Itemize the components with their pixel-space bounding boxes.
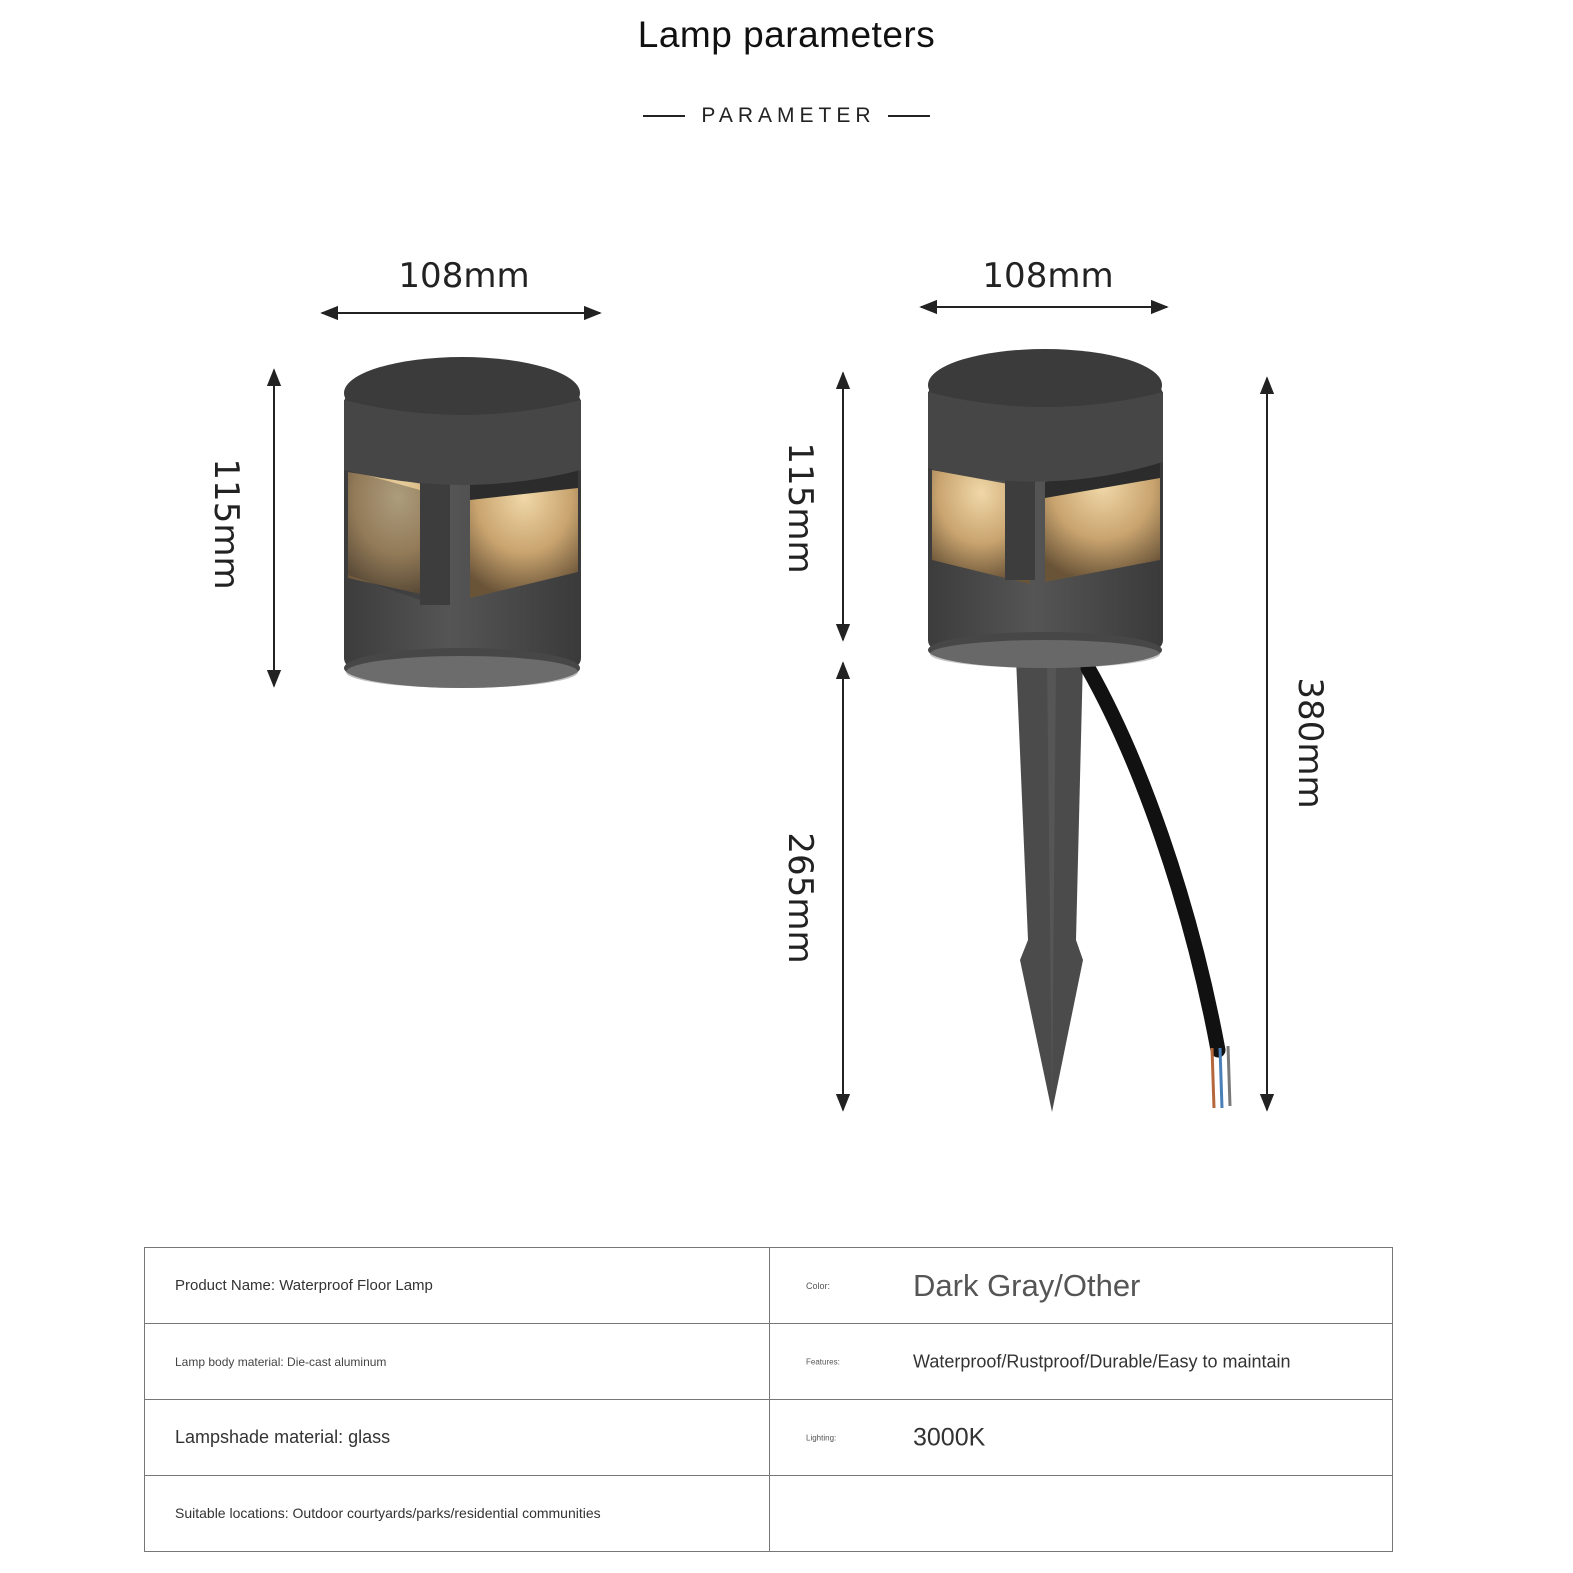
lampshade-text: Lampshade material: glass — [175, 1427, 391, 1447]
body-material-text: Lamp body material: Die-cast aluminum — [175, 1354, 387, 1369]
tall-head-height-label: 115mm — [780, 442, 820, 574]
spec-cell-body-material — [145, 1324, 770, 1400]
spec-cell-product-name — [145, 1248, 770, 1324]
short-lamp-image — [344, 357, 581, 688]
spec-row — [145, 1248, 1393, 1324]
page-title: Lamp parameters — [637, 14, 936, 55]
short-width-label: 108mm — [398, 256, 530, 296]
color-label: Color: — [806, 1280, 831, 1291]
lighting-value: 3000K — [913, 1423, 986, 1451]
spec-cell-features — [770, 1324, 1393, 1400]
spec-cell-color — [770, 1248, 1393, 1324]
spec-row — [145, 1400, 1393, 1476]
features-label: Features: — [806, 1357, 840, 1366]
tall-total-height-label: 380mm — [1290, 677, 1330, 809]
spec-cell-empty — [770, 1476, 1393, 1552]
subtitle: PARAMETER — [701, 104, 876, 127]
spec-cell-lighting — [770, 1400, 1393, 1476]
tall-width-label: 108mm — [982, 256, 1114, 296]
spec-table — [144, 1247, 1393, 1552]
spec-row — [145, 1476, 1393, 1552]
locations-text: Suitable locations: Outdoor courtyards/parks/residential communities — [175, 1504, 601, 1521]
features-value: Waterproof/Rustproof/Durable/Easy to maintain — [913, 1351, 1291, 1371]
spec-row — [145, 1324, 1393, 1400]
spec-cell-lampshade — [145, 1400, 770, 1476]
short-height-label: 115mm — [206, 458, 246, 590]
tall-lamp-image — [928, 349, 1230, 1112]
color-value: Dark Gray/Other — [913, 1267, 1141, 1303]
lighting-label: Lighting: — [806, 1433, 837, 1442]
product-name-text: Product Name: Waterproof Floor Lamp — [175, 1276, 433, 1294]
tall-stake-height-label: 265mm — [780, 832, 820, 964]
spec-cell-locations — [145, 1476, 770, 1552]
